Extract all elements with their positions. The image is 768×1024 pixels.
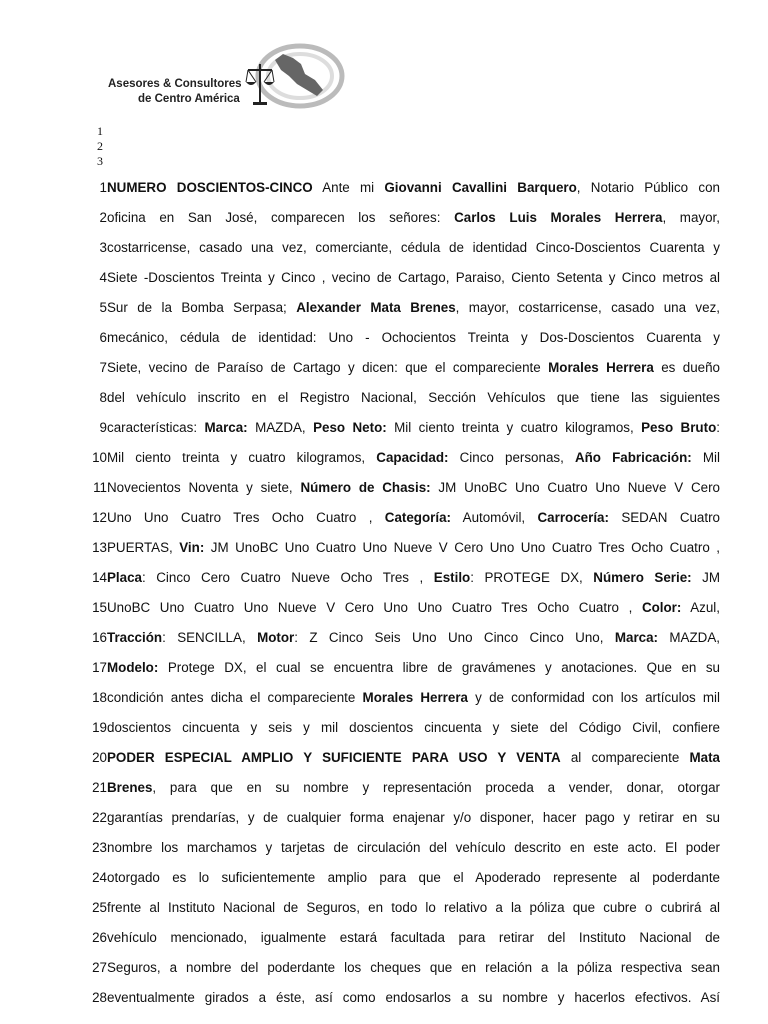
line-number: 8 [99, 390, 107, 405]
line-text [107, 863, 720, 893]
text-run: : Z Cinco Seis Uno Uno Cinco Cinco Uno, [294, 630, 615, 645]
line-number: 11 [93, 480, 107, 495]
line-number: 24 [92, 870, 107, 885]
document-line [90, 233, 720, 263]
document-line [90, 683, 720, 713]
text-run: : Cinco Cero Cuatro Nueve Ocho Tres , [142, 570, 434, 585]
text-run: características: [107, 420, 205, 435]
text-run: Sur de la Bomba Serpasa; [107, 300, 297, 315]
bold-text: Morales Herrera [362, 690, 468, 705]
line-number: 25 [92, 900, 107, 915]
bold-text: Morales Herrera [548, 360, 654, 375]
line-number: 9 [99, 420, 107, 435]
document-line [90, 533, 720, 563]
logo-line-2: de Centro América [138, 93, 240, 105]
line-text [107, 413, 720, 443]
document-line [90, 953, 720, 983]
document-line [90, 563, 720, 593]
document-body [90, 173, 720, 1013]
text-run: JM UnoBC Uno Cuatro Uno Nueve V Cero [430, 480, 720, 495]
line-text [107, 623, 720, 653]
bold-text: Modelo: [107, 660, 159, 675]
document-line [90, 743, 720, 773]
document-line [90, 803, 720, 833]
document-line [90, 593, 720, 623]
line-number: 13 [92, 540, 107, 555]
company-logo [100, 40, 340, 120]
text-run: frente al Instituto Nacional de Seguros, en todo lo relativo a la póliza que cubre o cubrirá al [107, 900, 720, 915]
text-run: y de conformidad con los artículos mil [468, 690, 720, 705]
document-line [90, 983, 720, 1013]
bold-text: Giovanni Cavallini Barquero [384, 180, 577, 195]
line-number: 7 [99, 360, 107, 375]
line-text [107, 383, 720, 413]
document-line [90, 383, 720, 413]
line-text [107, 923, 720, 953]
line-number: 19 [92, 720, 107, 735]
text-run: : PROTEGE DX, [470, 570, 594, 585]
logo-line-1: Asesores & Consultores [108, 78, 242, 90]
text-run: Mil ciento treinta y cuatro kilogramos, [386, 420, 642, 435]
bold-text: Mata [689, 750, 720, 765]
line-text [107, 173, 720, 203]
bold-text: Año Fabricación: [574, 450, 692, 465]
document-line [90, 263, 720, 293]
document-line [90, 173, 720, 203]
line-number: 18 [92, 690, 107, 705]
line-number: 22 [92, 810, 107, 825]
document-line [90, 413, 720, 443]
line-number: 27 [92, 960, 107, 975]
text-run: MAZDA, [247, 420, 314, 435]
document-line [90, 653, 720, 683]
line-text [107, 593, 720, 623]
line-number: 20 [92, 750, 107, 765]
pre-line-numbers [97, 124, 103, 169]
text-run: Protege DX, el cual se encuentra libre de gravámenes y anotaciones. Que en su [158, 660, 720, 675]
text-run: del vehículo inscrito en el Registro Nacional, Sección Vehículos que tiene las siguientes [107, 390, 720, 405]
line-text [107, 743, 720, 773]
bold-text: Peso Neto: [313, 420, 387, 435]
document-line [90, 713, 720, 743]
line-text [107, 893, 720, 923]
bold-text: Estilo [433, 570, 471, 585]
bold-text: Placa [107, 570, 142, 585]
text-run: , mayor, [662, 210, 720, 225]
line-number: 12 [92, 510, 107, 525]
text-run: Mil ciento treinta y cuatro kilogramos, [107, 450, 377, 465]
text-run: JM [691, 570, 720, 585]
text-run: nombre los marchamos y tarjetas de circulación del vehículo descrito en este acto. El poder [107, 840, 720, 855]
document-line [90, 833, 720, 863]
line-number: 6 [99, 330, 107, 345]
document-line [90, 503, 720, 533]
text-run: mecánico, cédula de identidad: Uno - Ochocientos Treinta y Dos-Doscientos Cuarenta y [107, 330, 720, 345]
text-run: Azul, [681, 600, 720, 615]
bold-text: Vin: [179, 540, 205, 555]
line-text [107, 323, 720, 353]
bold-text: Peso Bruto [641, 420, 717, 435]
bold-text: NUMERO DOSCIENTOS-CINCO [107, 180, 313, 195]
document-line [90, 863, 720, 893]
line-text [107, 563, 720, 593]
text-run: Siete, vecino de Paraíso de Cartago y dicen: que el compareciente [107, 360, 549, 375]
line-number: 10 [92, 450, 107, 465]
line-number: 26 [92, 930, 107, 945]
text-run: Cinco personas, [448, 450, 575, 465]
line-number: 14 [92, 570, 107, 585]
line-text [107, 953, 720, 983]
line-number: 17 [92, 660, 107, 675]
text-run: SEDAN Cuatro [608, 510, 720, 525]
line-number: 3 [99, 240, 107, 255]
text-run: Siete -Doscientos Treinta y Cinco , vecino de Cartago, Paraiso, Ciento Setenta y Cinco metros al [107, 270, 720, 285]
line-text [107, 263, 720, 293]
bold-text: Número de Chasis: [300, 480, 431, 495]
line-number: 23 [92, 840, 107, 855]
text-run: PUERTAS, [107, 540, 180, 555]
text-run: Seguros, a nombre del poderdante los cheques que en relación a la póliza respectiva sean [107, 960, 720, 975]
line-text [107, 983, 720, 1013]
text-run: Ante mi [312, 180, 385, 195]
line-number: 2 [99, 210, 107, 225]
document-line [90, 203, 720, 233]
bold-text: PODER ESPECIAL AMPLIO Y SUFICIENTE PARA USO Y VENTA [107, 750, 561, 765]
document-line [90, 443, 720, 473]
line-number: 1 [99, 180, 107, 195]
bold-text: Marca: [204, 420, 248, 435]
bold-text: Categoría: [384, 510, 452, 525]
line-text [107, 293, 720, 323]
text-run: , para que en su nombre y representación proceda a vender, donar, otorgar [152, 780, 720, 795]
document-line [90, 323, 720, 353]
text-run: Automóvil, [451, 510, 538, 525]
text-run: Mil [691, 450, 720, 465]
text-run: : SENCILLA, [162, 630, 258, 645]
line-number: 5 [99, 300, 107, 315]
text-run: oficina en San José, comparecen los señores: [107, 210, 455, 225]
line-text [107, 233, 720, 263]
bold-text: Número Serie: [593, 570, 692, 585]
line-text [107, 713, 720, 743]
text-run: al compareciente [560, 750, 690, 765]
document-line [90, 893, 720, 923]
scales-of-justice-icon [245, 40, 345, 120]
text-run: es dueño [653, 360, 720, 375]
line-number: 15 [92, 600, 107, 615]
document-line [90, 773, 720, 803]
bold-text: Capacidad: [376, 450, 449, 465]
text-run: doscientos cincuenta y seis y mil doscientos cincuenta y siete del Código Civil, confiere [107, 720, 720, 735]
text-run: Novecientos Noventa y siete, [107, 480, 301, 495]
bold-text: Alexander Mata Brenes [296, 300, 456, 315]
text-run: : [716, 420, 720, 435]
line-text [107, 683, 720, 713]
bold-text: Tracción [107, 630, 163, 645]
line-text [107, 533, 720, 563]
text-run: Uno Uno Cuatro Tres Ocho Cuatro , [107, 510, 385, 525]
text-run: costarricense, casado una vez, comerciante, cédula de identidad Cinco-Doscientos Cuarenta y [107, 240, 720, 255]
line-number: 28 [92, 990, 107, 1005]
line-text [107, 443, 720, 473]
text-run: condición antes dicha el compareciente [107, 690, 363, 705]
text-run: garantías prendarías, y de cualquier forma enajenar y/o disponer, hacer pago y retirar en su [107, 810, 720, 825]
text-run: , mayor, costarricense, casado una vez, [455, 300, 720, 315]
text-run: eventualmente girados a éste, así como endosarlos a su nombre y hacerlos efectivos. Así [107, 990, 720, 1005]
line-text [107, 473, 720, 503]
text-run: vehículo mencionado, igualmente estará facultada para retirar del Instituto Nacional de [107, 930, 720, 945]
line-text [107, 803, 720, 833]
text-run: otorgado es lo suficientemente amplio para que el Apoderado represente al poderdante [107, 870, 720, 885]
line-text [107, 503, 720, 533]
text-run: JM UnoBC Uno Cuatro Uno Nueve V Cero Uno Uno Cuatro Tres Ocho Cuatro , [204, 540, 720, 555]
pre-line-number: 2 [97, 139, 103, 153]
pre-line-number: 1 [97, 124, 103, 138]
text-run: , Notario Público con [576, 180, 720, 195]
document-line [90, 473, 720, 503]
text-run: UnoBC Uno Cuatro Uno Nueve V Cero Uno Uno Cuatro Tres Ocho Cuatro , [107, 600, 642, 615]
document-line [90, 353, 720, 383]
line-text [107, 653, 720, 683]
document-line [90, 293, 720, 323]
bold-text: Motor [257, 630, 295, 645]
bold-text: Marca: [614, 630, 659, 645]
bold-text: Carlos Luis Morales Herrera [454, 210, 663, 225]
pre-line-number: 3 [97, 154, 103, 168]
line-text [107, 353, 720, 383]
document-line [90, 923, 720, 953]
bold-text: Color: [641, 600, 682, 615]
document-line [90, 623, 720, 653]
line-number: 4 [99, 270, 107, 285]
line-number: 21 [92, 780, 107, 795]
bold-text: Brenes [107, 780, 153, 795]
bold-text: Carrocería: [537, 510, 609, 525]
line-text [107, 203, 720, 233]
line-number: 16 [92, 630, 107, 645]
text-run: MAZDA, [658, 630, 720, 645]
line-text [107, 773, 720, 803]
line-text [107, 833, 720, 863]
